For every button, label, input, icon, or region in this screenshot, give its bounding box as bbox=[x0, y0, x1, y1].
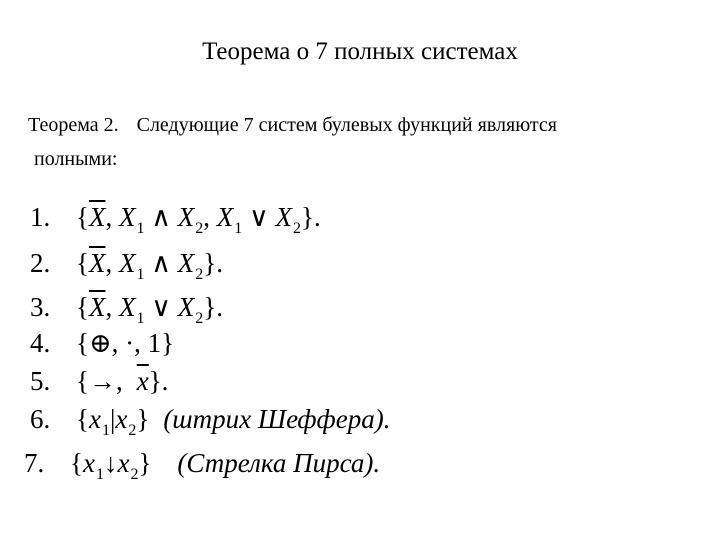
system-5 bbox=[30, 368, 168, 395]
subscript: 2 bbox=[128, 422, 137, 439]
var: X bbox=[118, 292, 136, 322]
brace: { bbox=[70, 448, 83, 478]
operator: ∨ bbox=[242, 202, 276, 232]
subscript: 1 bbox=[136, 266, 145, 283]
system-6 bbox=[30, 406, 390, 439]
var: X bbox=[275, 202, 292, 232]
subscript: 2 bbox=[195, 220, 204, 237]
brace: }. bbox=[301, 202, 321, 232]
separator: , bbox=[105, 292, 119, 322]
brace: } bbox=[138, 448, 152, 478]
separator: , bbox=[203, 202, 217, 232]
brace: }. bbox=[203, 248, 223, 278]
separator: , bbox=[105, 248, 119, 278]
negation-x: $\overline{X}$ bbox=[88, 248, 106, 278]
system-content: {⊕, ·, 1} bbox=[76, 328, 175, 358]
brace: }. bbox=[148, 366, 169, 396]
negation-x: $\overline{x}$ bbox=[136, 366, 149, 396]
peirce-arrow: ↓ bbox=[103, 448, 118, 478]
system-2 bbox=[30, 250, 223, 283]
brace: }. bbox=[203, 292, 223, 322]
subscript: 2 bbox=[130, 466, 139, 483]
theorem-text: Следующие 7 систем булевых функций являются bbox=[136, 114, 557, 136]
operator: ∧ bbox=[144, 202, 178, 232]
brace: { bbox=[76, 404, 89, 434]
var: x bbox=[82, 448, 95, 478]
system-7 bbox=[24, 450, 380, 483]
system-number: 1. bbox=[30, 202, 51, 232]
system-number: 2. bbox=[30, 248, 51, 278]
brace: { bbox=[76, 202, 89, 232]
system-number: 5. bbox=[30, 366, 51, 396]
system-number: 4. bbox=[30, 328, 51, 358]
system-1 bbox=[30, 204, 321, 237]
system-note: (штрих Шеффера). bbox=[163, 404, 391, 434]
operator: ∨ bbox=[144, 292, 178, 322]
separator: , bbox=[105, 202, 119, 232]
var: X bbox=[118, 202, 136, 232]
theorem-label: Теорема 2. bbox=[28, 114, 119, 136]
negation-x: $\overline{X}$ bbox=[88, 292, 106, 322]
brace: } bbox=[136, 404, 150, 434]
var: X bbox=[118, 248, 136, 278]
subscript: 2 bbox=[195, 310, 204, 327]
implication-brace: {→, bbox=[76, 366, 123, 396]
var: x bbox=[115, 404, 128, 434]
subscript: 2 bbox=[195, 266, 204, 283]
brace: { bbox=[76, 248, 89, 278]
var: X bbox=[177, 248, 195, 278]
var: X bbox=[177, 202, 195, 232]
operator: ∧ bbox=[144, 248, 178, 278]
subscript: 1 bbox=[95, 466, 104, 483]
sheffer-stroke: | bbox=[109, 404, 116, 434]
system-3 bbox=[30, 294, 223, 327]
subscript: 2 bbox=[293, 220, 301, 237]
system-number: 7. bbox=[24, 448, 45, 478]
system-4 bbox=[30, 330, 174, 357]
subscript: 1 bbox=[234, 220, 243, 237]
system-number: 3. bbox=[30, 292, 51, 322]
subscript: 1 bbox=[136, 310, 145, 327]
var: X bbox=[177, 292, 195, 322]
system-note: (Стрелка Пирса). bbox=[177, 448, 381, 478]
brace: { bbox=[76, 292, 89, 322]
theorem-statement bbox=[28, 114, 557, 137]
var: x bbox=[88, 404, 101, 434]
theorem-text-continuation: полными: bbox=[34, 148, 118, 170]
subscript: 1 bbox=[101, 422, 110, 439]
subscript: 1 bbox=[136, 220, 145, 237]
var: x bbox=[117, 448, 130, 478]
slide-title: Теорема о 7 полных системах bbox=[202, 38, 518, 65]
var: X bbox=[216, 202, 234, 232]
system-number: 6. bbox=[30, 404, 51, 434]
negation-x: $\overline{X}$ bbox=[88, 202, 106, 232]
